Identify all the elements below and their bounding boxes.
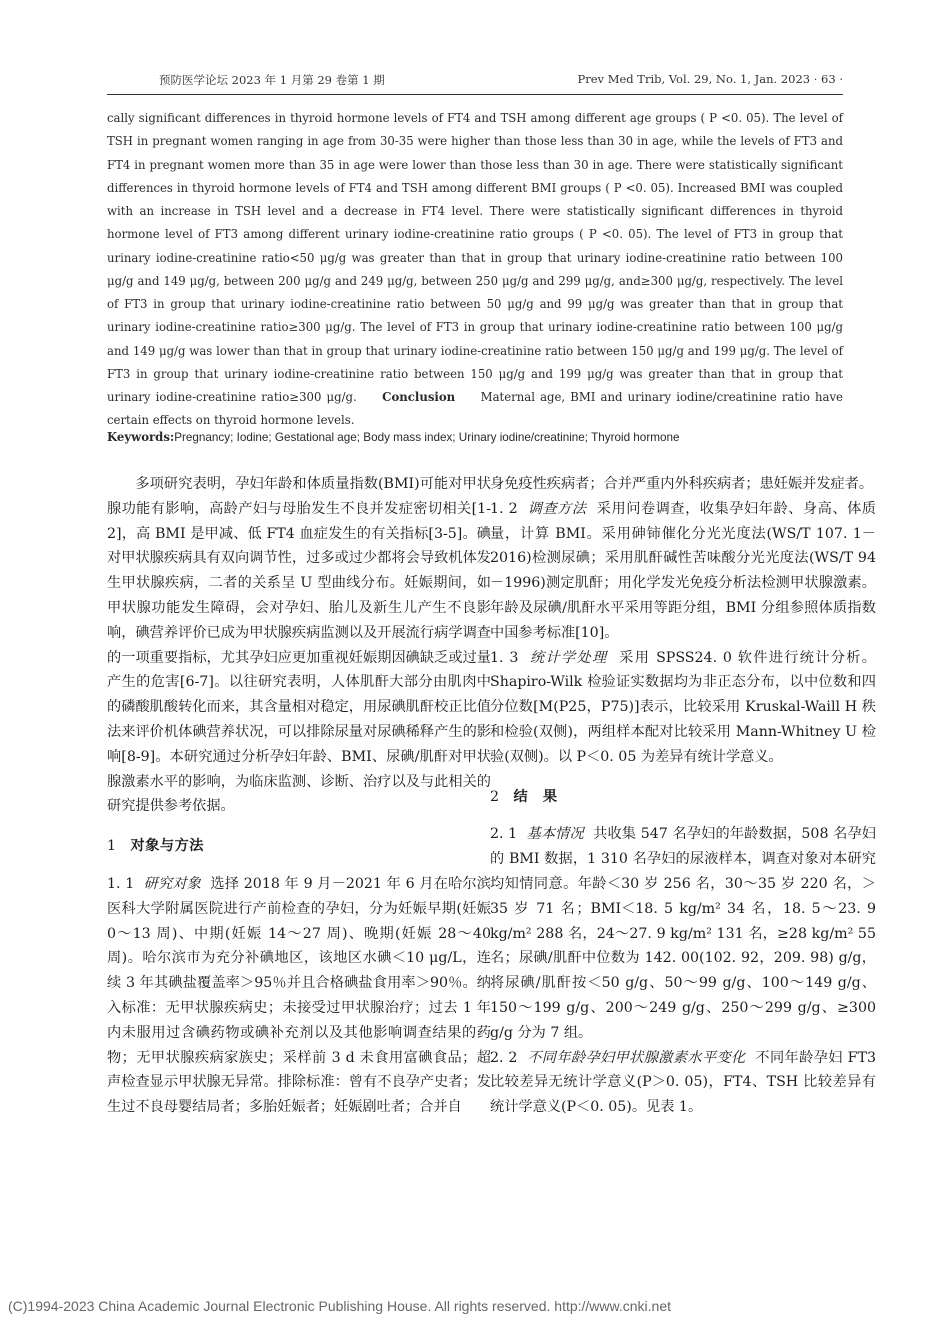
conclusion-text: Maternal age, BMI and urinary iodine/creatinine ratio have certain effects on thyroid hormone levels. — [107, 390, 843, 428]
keywords-label: Keywords: — [107, 430, 175, 444]
section-1-1: 1. 1 研究对象 选择 2018 年 9 月－2021 年 6 月在哈尔滨医科大学附属医院进行产前检查的孕妇，分为妊娠早期(妊娠 0～13 周)、中期(妊娠 14～27 周)、晚期(妊娠 28～40 周)。哈尔滨市为充分补碘地区，该地区水碘＜10 μg/L，连续 3 年其碘盐覆盖率＞95％并且合格碘盐食用率＞90％。纳入标准：无甲状腺疾病史；未接受过甲状腺治疗；过去 1 年内未服用过含碘药物或碘补充剂以及其他影响调查结果的药物；无甲状腺疾病家族史；采样前 3 d 未食用富碘食品；超声检查显示甲状腺无异常。排除标准：曾有不良孕产史者；发生过不良母婴结局者；多胎妊娠者；妊娠剧吐者；合并自 — [107, 875, 491, 1116]
english-abstract — [107, 107, 843, 433]
section-2-2-title: 不同年龄孕妇甲状腺激素水平变化 — [527, 1049, 746, 1066]
continued-paragraph: 身免疫性疾病者；合并严重内外科疾病者；患妊娠并发症者。 — [490, 476, 874, 492]
section-2-heading: 2 结 果 — [490, 788, 558, 805]
section-1-3-title: 统计学处理 — [530, 649, 608, 666]
abstract-results-text: cally significant differences in thyroid hormone levels of FT4 and TSH among different age groups ( P <0. 05). The level of TSH in pregnant women ranging in age from 30-35 were higher than those less than 30 in age, while the levels of FT3 and FT4 in pregnant women more than 35 in age were lower than those less than 30 in age. There were statistically significant differences in thyroid hormone levels of FT4 and TSH among different BMI groups ( P <0. 05). Increased BMI was coupled with an increase in TSH level and a decrease in FT4 level. There were statistically significant differences in thyroid hormone level of FT3 among different urinary iodine-creatinine ratio groups ( P <0. 05). The level of FT3 in group that urinary iodine-creatinine ratio<50 μg/g was greater than that in group that urinary iodine-creatinine ratio between 100 μg/g and 149 μg/g, between 200 μg/g and 249 μg/g, between 250 μg/g and 299 μg/g, and≥300 μg/g, respectively. The level of FT3 in group that urinary iodine-creatinine ratio between 50 μg/g and 99 μg/g was greater than that in group that urinary iodine-creatinine ratio≥300 μg/g. The level of FT3 in group that urinary iodine-creatinine ratio between 100 μg/g and 149 μg/g was lower than that in group that urinary iodine-creatinine ratio between 150 μg/g and 199 μg/g. The level of FT3 in group that urinary iodine-creatinine ratio between 150 μg/g and 199 μg/g was greater than that in group that urinary iodine-creatinine ratio≥300 μg/g. — [107, 111, 843, 404]
left-column — [107, 472, 491, 1120]
running-header — [107, 68, 843, 90]
keywords-line — [107, 430, 847, 444]
section-1-2: 1. 2 调查方法 采用问卷调查，收集孕妇年龄、身高、体质量，计算 BMI。采用砷铈催化分光光度法(WS/T 107. 1－2016)检测尿碘；采用肌酐碱性苦味酸分光光度法(WS/T 94－1996)测定肌酐；用化学发光免疫分析法检测甲状腺激素。年龄及尿碘/肌酐水平采用等距分组，BMI 分组参照体质指数中国参考标准[10]。 — [490, 500, 876, 641]
section-1-2-title: 调查方法 — [527, 500, 587, 517]
journal-header-en: Prev Med Trib, Vol. 29, No. 1, Jan. 2023 · 63 · — [577, 72, 843, 86]
conclusion-label: Conclusion — [382, 390, 456, 404]
journal-header-cn: 预防医学论坛 2023 年 1 月第 29 卷第 1 期 — [159, 73, 385, 87]
section-2-1-title: 基本情况 — [526, 826, 584, 843]
section-1-3: 1. 3 统计学处理 采用 SPSS24. 0 软件进行统计分析。Shapiro-Wilk 检验证实数据均为非正态分布，以中位数和四分位数[M(P25，P75)]表示，比较采用 Kruskal-Waill H 秩和检验(双侧)，两组样本配对比较采用 Mann-Whitney U 检验(双侧)。以 P＜0. 05 为差异有统计学意义。 — [490, 649, 876, 765]
intro-paragraph: 多项研究表明，孕妇年龄和体质量指数(BMI)可能对甲状腺功能有影响，高龄产妇与母胎发生不良并发症密切相关[1-2]，高 BMI 是甲减、低 FT4 血症发生的有关指标[3-5]。碘对甲状腺疾病具有双向调节性，过多或过少都将会导致机体发生甲状腺疾病，二者的关系呈 U 型曲线分布。妊娠期间，如甲状腺功能发生障碍，会对孕妇、胎儿及新生儿产生不良影响，碘营养评价已成为甲状腺疾病监测以及开展流行病学调查的一项重要指标，尤其孕妇应更加重视妊娠期因碘缺乏或过量产生的危害[6-7]。以往研究表明，人体肌酐大部分由肌肉中的磷酸肌酸转化而来，其含量相对稳定，用尿碘肌酐校正比值法来评价机体碘营养状况，可以排除尿量对尿碘稀释产生的影响[8-9]。本研究通过分析孕妇年龄、BMI、尿碘/肌酐对甲状腺激素水平的影响，为临床监测、诊断、治疗以及与此相关的研究提供参考依据。 — [107, 476, 491, 815]
section-1-heading: 1 对象与方法 — [107, 838, 204, 855]
section-1-1-title: 研究对象 — [143, 875, 202, 892]
right-column — [490, 472, 876, 1120]
keywords-text: Pregnancy; Iodine; Gestational age; Body mass index; Urinary iodine/creatinine; Thyroid hormone — [174, 431, 680, 444]
section-2-2: 2. 2 不同年龄孕妇甲状腺激素水平变化 不同年龄孕妇 FT3 比较差异无统计学意义(P＞0. 05)，FT4、TSH 比较差异有统计学意义(P＜0. 05)。见表 1。 — [490, 1049, 876, 1116]
section-2-1: 2. 1 基本情况 共收集 547 名孕妇的年龄数据，508 名孕妇的 BMI 数据，1 310 名孕妇的尿液样本，调查对象对本研究均知情同意。年龄＜30 岁 256 名，30～35 岁 220 名，＞35 岁 71 名；BMI＜18. 5 kg/m² 34 名，18. 5～23. 9 kg/m² 288 名，24～27. 9 kg/m² 131 名，≥28 kg/m² 55 名；尿碘/肌酐中位数为 142. 00(102. 92，209. 98) g/g，将尿碘/肌酐按＜50 g/g、50～99 g/g、100～149 g/g、150～199 g/g、200～249 g/g、250～299 g/g、≥300 g/g 分为 7 组。 — [490, 826, 876, 1041]
header-rule — [107, 94, 843, 95]
copyright-footer: (C)1994-2023 China Academic Journal Electronic Publishing House. All rights reserved. http://www.cnki.net — [8, 1298, 671, 1314]
